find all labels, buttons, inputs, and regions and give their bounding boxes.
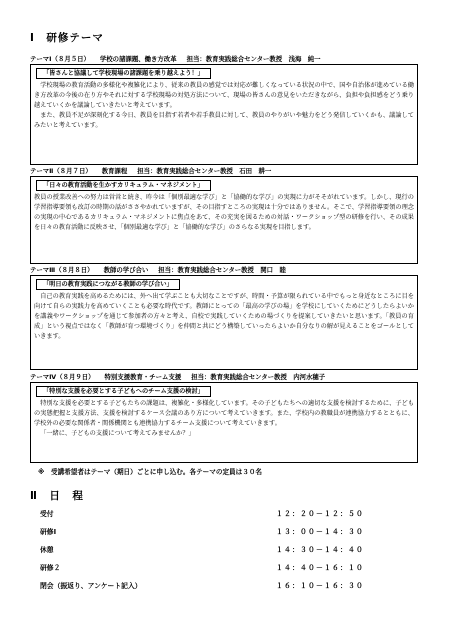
- theme-4-box: [30, 382, 418, 463]
- theme-4-paragraph: 特別な支援を必要とする子どもたちの課題は、複雑化・多様化しています。その子どもたちへの適切な支援を検討するために、子どもの実態把握と支援方法、支援を検討するケース会議のあり方について考えていきます。また、学校内の教職員が連携協力するとともに、学校外の必要な関係者・関係機関とも連携協力するチーム支援について考えていきます。: [34, 400, 414, 428]
- theme-2-lecturer: 担当：教育実践総合センター教授 石田 耕一: [137, 167, 272, 175]
- theme-3-callout: 「明日の教育実践につながる教師の学び合い」: [36, 279, 180, 290]
- schedule-item-time: １２：２０－１２：５０: [276, 510, 364, 518]
- section-title-themes: Ⅰ 研修テーマ: [30, 32, 104, 44]
- theme-1-heading: [30, 54, 420, 63]
- schedule-item-label: 受付: [40, 510, 54, 518]
- schedule-item-time: １３：００－１４：３０: [276, 528, 364, 536]
- theme-3-subject: 教師の学び合い: [103, 266, 149, 274]
- theme-1-subject: 学校の諸課題、働き方改革: [99, 55, 177, 63]
- theme-3-label: テーマⅢ（８月８日）: [30, 266, 94, 274]
- schedule-row: [40, 522, 420, 540]
- theme-4-heading: [30, 372, 420, 381]
- theme-2-heading: [30, 166, 420, 175]
- schedule-item-label: 閉会（振返り、アンケート記入）: [40, 582, 142, 590]
- theme-1-box: [30, 64, 418, 165]
- theme-1-paragraph: 学校現場の教育活動の多様化や複雑化により、従来の教員の感覚では対応が難しくなっている状況の中で、国や自治体が進めている働き方改革の今後の在り方やそれに対する学校現場の対処方法について、現場の皆さんの意見をいただきながら、負担や負担感をどう乗り越えていくかを議論していきたいと考えています。: [34, 82, 414, 110]
- schedule-row: [40, 576, 420, 594]
- theme-2-box: [30, 176, 418, 264]
- theme-1-lecturer: 担当：教育実践総合センター教授 浅海 純一: [186, 55, 321, 63]
- schedule-item-time: １６：１０－１６：３０: [276, 582, 364, 590]
- schedule-item-label: 研修Ⅰ: [40, 528, 57, 536]
- theme-2-callout: 「日々の教育活動を生かすカリキュラム・マネジメント」: [36, 180, 211, 191]
- schedule-row: [40, 504, 420, 522]
- schedule-table: [40, 504, 420, 594]
- theme-3-paragraph: 自己の教育実践を高めるためには、外へ出て学ぶことも大切なことですが、時間・予算が限られている中でもっと身近なところに目を向けて自らの実践力を高めていくことも必要な時代です。教師にとっての「最高の学びの場」を学校にしていくためにどうしたらよいかを講義やワークショップを通じて参加者の方々と考え、自校で実践していくための場づくりを提案していきたいと思います。「教員の育成」という視点ではなく「教師が育つ環境づくり」を仲間と共にどう構築していったらよいか自分なりの解が見えることをゴールとしていきます。: [34, 293, 414, 341]
- theme-4-paragraph: 「一緒に、子どもの支援について考えてみませんか？」: [40, 430, 195, 438]
- theme-4-label: テーマⅣ（８月９日）: [30, 373, 95, 381]
- schedule-item-time: １４：４０－１６：１０: [276, 564, 364, 572]
- theme-2-label: テーマⅡ（８月７日）: [30, 167, 92, 175]
- schedule-item-label: 休憩: [40, 546, 54, 554]
- schedule-row: [40, 540, 420, 558]
- theme-4-lecturer: 担当：教育実践総合センター教授 内河水穂子: [191, 373, 326, 381]
- theme-3-box: [30, 275, 418, 370]
- theme-1-callout: 「皆さんと協議して学校現場の諸課題を乗り越えよう！」: [36, 68, 211, 79]
- theme-3-heading: [30, 265, 420, 274]
- theme-4-callout: 「特別な支援を必要とする子どもへのチーム支援の検討」: [36, 386, 211, 397]
- theme-2-paragraph: 教員の授業改善への努力は営営と続き、昨今は「個別最適な学び」と「協働的な学び」の実現に力がそそがれています。しかし、現行の学習指導要領も改訂の時期の話がささやかれていますが、その目指すところの実現は十分ではありません。そこで、学習指導要領の理念の実現の中心であるカリキュラム・マネジメントに焦点をあて、その充実を図るための対話・ワークショップ型の研修を行い、その成果を日々の教育活動に反映させ、「個別最適な学び」と「協働的な学び」のさらなる実現を目指します。: [34, 194, 414, 232]
- schedule-item-label: 研修２: [40, 564, 61, 572]
- schedule-item-time: １４：３０－１４：４０: [276, 546, 364, 554]
- schedule-row: [40, 558, 420, 576]
- theme-3-lecturer: 担当：教育実践総合センター教授 関口 睦: [158, 266, 286, 274]
- theme-4-subject: 特別支援教育・チーム支援: [104, 373, 182, 381]
- application-note: ※ 受講希望者はテーマ（期日）ごとに申し込む。各テーマの定員は３０名: [38, 468, 263, 476]
- section-title-schedule: Ⅱ 日 程: [30, 490, 84, 502]
- theme-1-label: テーマⅠ（８月５日）: [30, 55, 90, 63]
- theme-2-subject: 教育課程: [101, 167, 128, 175]
- theme-1-paragraph: また、教員不足が深刻化する今日、教員を目指す若者や若手教員に対して、教員のやりがいや魅力をどう発信していくかも、議論してみたいと考えています。: [34, 112, 414, 130]
